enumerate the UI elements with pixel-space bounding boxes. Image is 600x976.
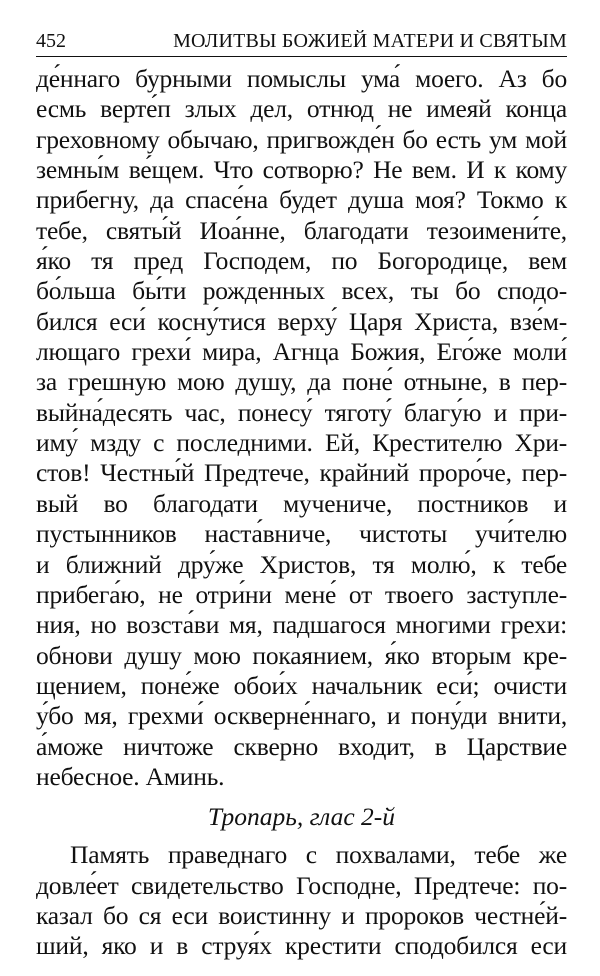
text-line: лющаго грехи́ мира, Агнца Божия, Его́же моли́ (36, 337, 567, 367)
text-line: ший, яко и в струя́х крестити сподобился еси (36, 931, 567, 961)
text-line: бо́льша бы́ти рожденных всех, ты бо сподо- (36, 276, 567, 306)
text-line: небесное. Аминь. (36, 761, 225, 791)
troparion-title: Тропарь, глас 2-й (207, 802, 396, 832)
text-line: довле́ет свидетельство Господне, Предтече: по- (36, 870, 567, 900)
troparion-paragraph (36, 840, 567, 961)
text-line: есмь верте́п злых дел, отнюд не имеяй конца (36, 94, 567, 124)
text-line: выйна́десять час, понесу́ тяготу́ благу́ю и при- (36, 397, 567, 427)
text-line: я́ко тя пред Господем, по Богородице, вем (36, 246, 567, 276)
running-header (36, 26, 567, 57)
text-line: бился еси́ косну́тися верху́ Царя Христа, взе́м- (36, 306, 567, 336)
text-line: прибега́ю, не отри́ни мене́ от твоего заступле- (36, 579, 567, 609)
text-line: щением, поне́же обои́х начальник еси́; очисти (36, 670, 567, 700)
text-line: тебе, святы́й Иоа́нне, благодати тезоимени́те, (36, 215, 567, 245)
text-line: Память праведнаго с похвалами, тебе же (70, 840, 567, 870)
page-number: 452 (36, 30, 66, 52)
text-line: казал бо ся еси воистинну и пророков честне́й- (36, 900, 567, 930)
text-line: а́може ничтоже скверно входит, в Царствие (36, 731, 567, 761)
text-line: земны́м ве́щем. Что сотворю? Не вем. И к кому (36, 155, 567, 185)
text-line: ния, но возста́ви мя, падшагося многими грехи: (36, 610, 567, 640)
text-line: прибегну, да спасе́на будет душа моя? Токмо к (36, 185, 567, 215)
text-line: у́бо мя, грехми́ оскверне́ннаго, и пону́ди внити, (36, 701, 567, 731)
text-line: вый во благодати мучениче, постников и (36, 488, 567, 518)
text-line: греховному обычаю, пригвожде́н бо есть ум мой (36, 124, 567, 154)
text-line: обнови душу мою покаянием, я́ко вторым кре- (36, 640, 567, 670)
text-line: стов! Честны́й Предтече, крайний проро́че, пер- (36, 458, 567, 488)
prayer-paragraph (36, 64, 567, 792)
text-line: иму́ мзду с последними. Ей, Крестителю Хри- (36, 428, 567, 458)
text-line: пустынников наста́вниче, чистоты учи́телю (36, 519, 567, 549)
text-line: и ближний дру́же Христов, тя молю́, к тебе (36, 549, 567, 579)
text-line: де́ннаго бурными помыслы ума́ моего. Аз бо (36, 64, 567, 93)
text-line: за грешную мою душу, да поне́ отныне, в пер- (36, 367, 567, 397)
running-title: МОЛИТВЫ БОЖИЕЙ МАТЕРИ И СВЯТЫМ (173, 30, 567, 52)
page-body (36, 64, 567, 962)
